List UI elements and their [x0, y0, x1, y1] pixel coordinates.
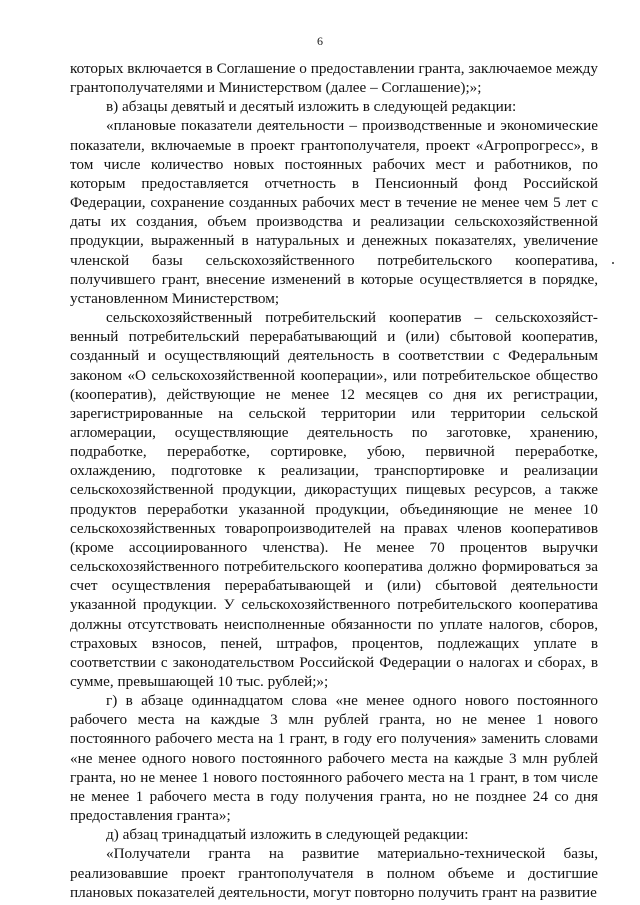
page-number: 6 — [317, 34, 323, 48]
paragraph-item-v: в) абзацы девятый и десятый изложить в следующей редакции: — [106, 98, 517, 116]
paragraph-item-d: д) абзац тринадцатый изложить в следующей редакции: — [106, 826, 469, 844]
paragraph-continuation: которых включается в Соглашение о предоставлении гранта, заключаемое между грантополучателями и Министерством (далее – Соглашение);»; — [70, 60, 598, 97]
paragraph-planned-indicators: «плановые показатели деятельности – производственные и экономические показатели, включаемые в проект грантополучателя, проект «Агропрогресс», в том числе количество новых постоянных рабочих мест и работников, по которым предоставляется отчетность в Пенсионный фонд Российской Федерации, сохранение созданных рабочих мест в течение не менее чем 5 лет с даты их создания, объем производства и реализации сельскохозяйственной продукции, выраженный в натуральных и денежных показателях, увеличение членской базы сельскохозяйственного потребительского кооператива, получившего грант, внесение изменений в которые осуществляется в порядке, установленном Министерством; — [70, 117, 598, 307]
scan-dot-mark — [612, 262, 614, 264]
paragraph-item-g: г) в абзаце одиннадцатом слова «не менее одного нового постоянного рабочего места на каждые 3 млн рублей гранта, но не менее 1 нового постоянного рабочего места на 1 грант, в году его получения» заменить словами «не менее одного нового постоянного рабочего места на каждые 3 млн рублей гранта, но не менее 1 нового постоянного рабочего места на 1 грант, в том числе не менее 1 рабочего места в году получения гранта, но не позднее 24 со дня предоставления гранта»; — [70, 692, 598, 825]
document-body — [70, 59, 598, 902]
paragraph-grant-recipients: «Получатели гранта на развитие материально-технической базы, реализовавшие проект грантополучателя в полном объеме и достигшие плановых показателей деятельности, могут повторно получить грант на развитие — [70, 845, 598, 901]
paragraph-cooperative-definition: сельскохозяйственный потребительский кооператив – сельскохозяйст-венный потребительский перерабатывающий и (или) сбытовой кооператив, созданный и осуществляющий деятельность в соответствии с Федеральным законом «О сельскохозяйственной кооперации», или потребительское общество (кооператив), действующие не менее 12 месяцев со дня их регистрации, зарегистрированные на сельской территории или территории сельской агломерации, осуществляющие деятельность по заготовке, хранению, подработке, переработке, сортировке, убою, первичной переработке, охлаждению, подготовке к реализации, транспортировке и реализации сельскохозяйственной продукции, дикорастущих пищевых ресурсов, а также продуктов переработки указанной продукции, объединяющие не менее 10 сельскохозяйственных товаропроизводителей на правах членов кооперативов (кроме ассоциированного членства). Не менее 70 процентов выручки сельскохозяйственного потребительского кооператива должно формироваться за счет осуществления перерабатывающей и (или) сбытовой деятельности указанной продукции. У сельскохозяйственного потребительского кооператива должны отсутствовать неисполненные обязанности по уплате налогов, сборов, страховых взносов, пеней, штрафов, процентов, подлежащих уплате в соответствии с законодательством Российской Федерации о налогах и сборах, в сумме, превышающей 10 тыс. рублей;»; — [70, 309, 598, 690]
